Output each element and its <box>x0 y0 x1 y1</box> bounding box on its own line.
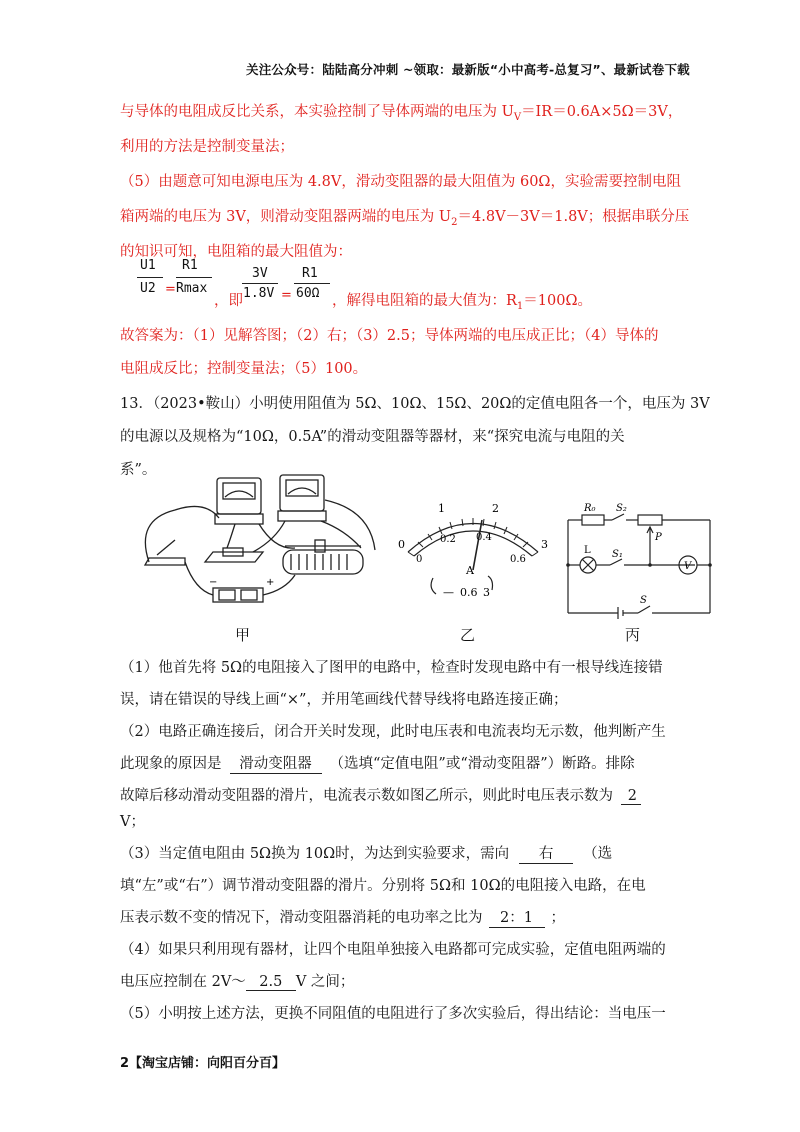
meter-dial <box>388 490 558 610</box>
part-3-line-1: （3）当定值电阻由 5Ω换为 10Ω时，为达到实验要求，需向 右 （选 <box>120 842 612 864</box>
part-2-line-2: 此现象的原因是 滑动变阻器 （选填“定值电阻”或“滑动变阻器”）断路。排除 <box>120 752 635 774</box>
part-1-line-1: （1）他首先将 5Ω的电阻接入了图甲的电路中，检查时发现电路中有一根导线连接错 <box>120 660 663 676</box>
frac1-denominator: U2 <box>140 281 156 296</box>
dial-label-3: 3 <box>541 538 548 551</box>
svg-text:−: − <box>209 577 218 588</box>
terminal-a-label: A <box>466 564 474 577</box>
dial-label-2: 2 <box>492 502 499 515</box>
part-2-line-3: 故障后移动滑动变阻器的滑片，电流表示数如图乙所示，则此时电压表示数为 2 <box>120 784 641 805</box>
label-s2: S₂ <box>616 503 627 514</box>
terminal-3: 3 <box>483 586 490 599</box>
fraction-bar <box>176 277 212 278</box>
svg-text:+: + <box>266 577 275 588</box>
answer-blank-4: 2.5 <box>246 974 296 991</box>
part-3-line-2: 填“左”或“右”）调节滑动变阻器的滑片。分别将 5Ω和 10Ω的电阻接入电路，在电 <box>120 878 646 894</box>
dial-label-0.4: 0.4 <box>476 532 492 543</box>
dial-label-0.2: 0.2 <box>440 534 456 545</box>
fraction-bar <box>294 283 330 284</box>
answer-blank-2b: 2 <box>621 788 641 805</box>
page-header: 关注公众号：陆陆高分冲刺 ~领取：最新版“小中高考-总复习”、最新试卷下载 <box>246 62 690 77</box>
label-l: L <box>584 545 591 556</box>
frac1-numerator: U1 <box>140 258 156 273</box>
part-1-line-2: 误，请在错误的导线上画“×”，并用笔画线代替导线将电路连接正确； <box>120 692 568 708</box>
part-2-line-4: V； <box>120 814 145 830</box>
label-v: V <box>684 561 692 572</box>
frac3-numerator: 3V <box>252 266 268 281</box>
frac4-numerator: R1 <box>302 266 318 281</box>
frac-mid-text: ，即 <box>214 293 243 309</box>
dial-label-0: 0 <box>398 538 405 551</box>
dial-label-0.6: 0.6 <box>510 554 526 565</box>
equals-sign: = <box>165 282 176 297</box>
answer-line-7: 故答案为：（1）见解答图；（2）右；（3）2.5；导体两端的电压成正比；（4）导体的 <box>120 328 659 344</box>
circuit-diagram <box>560 495 720 620</box>
page-footer: 2【淘宝店铺：向阳百分百】 <box>120 1056 286 1071</box>
part-5-line-1: （5）小明按上述方法，更换不同阻值的电阻进行了多次实验后，得出结论：当电压一 <box>120 1006 666 1022</box>
answer-line-3: （5）由题意可知电源电压为 4.8V，滑动变阻器的最大阻值为 60Ω，实验需要控制电阻 <box>120 174 681 190</box>
caption-jia: 甲 <box>235 626 251 644</box>
answer-line-1: 与导体的电阻成反比关系，本实验控制了导体两端的电压为 $U_V=IR=0.6A\times 5\Omega=3V$， <box>120 104 683 123</box>
fraction-bar <box>242 283 278 284</box>
answer-blank-2a: 滑动变阻器 <box>230 752 322 774</box>
question-line-2: 的电源以及规格为“10Ω，0.5A”的滑动变阻器等器材，来“探究电流与电阻的关 <box>120 429 625 445</box>
dial-label-0-lower: 0 <box>416 554 423 565</box>
caption-yi: 乙 <box>460 626 476 644</box>
frac2-numerator: R1 <box>182 258 198 273</box>
frac4-denominator: 60Ω <box>296 286 320 301</box>
answer-line-4: 箱两端的电压为 3V，则滑动变阻器两端的电压为 $U_2=4.8V-3V=1.8V$；根据串联分压 <box>120 209 690 228</box>
caption-bing: 丙 <box>625 626 641 644</box>
label-s: S <box>640 595 647 606</box>
part-4-line-1: （4）如果只利用现有器材，让四个电阻单独接入电路都可完成实验，定值电阻两端的 <box>120 942 666 958</box>
label-s1: S₁ <box>612 549 623 560</box>
equals-sign: = <box>281 288 292 303</box>
frac2-denominator: Rmax <box>176 281 208 296</box>
label-p: P <box>655 532 662 543</box>
terminal-minus: — <box>443 586 454 599</box>
dial-label-1: 1 <box>438 502 445 515</box>
part-3-line-3: 压表示数不变的情况下，滑动变阻器消耗的电功率之比为 2：1 ； <box>120 906 565 928</box>
answer-blank-3a: 右 <box>519 842 573 864</box>
answer-line-8: 电阻成反比；控制变量法；（5）100。 <box>120 361 368 377</box>
apparatus-drawing <box>135 470 385 615</box>
frac3-denominator: 1.8V <box>243 286 275 301</box>
answer-line-2: 利用的方法是控制变量法； <box>120 139 294 155</box>
question-line-3: 系”。 <box>120 462 157 478</box>
frac-tail-text: ，解得电阻箱的最大值为：$R_1=100\Omega$。 <box>332 293 592 312</box>
terminal-0.6: 0.6 <box>460 586 478 599</box>
answer-line-5: 的知识可知，电阻箱的最大阻值为： <box>120 244 352 260</box>
part-4-line-2: 电压应控制在 2V～ 2.5 V 之间； <box>120 974 355 990</box>
label-r0: R₀ <box>584 503 596 514</box>
part-2-line-1: （2）电路正确连接后，闭合开关时发现，此时电压表和电流表均无示数，他判断产生 <box>120 724 666 740</box>
question-line-1: 13．（2023•鞍山）小明使用阻值为 5Ω、10Ω、15Ω、20Ω的定值电阻各一个，电压为 3V <box>120 396 710 412</box>
fraction-bar <box>137 277 163 278</box>
answer-blank-3b: 2：1 <box>489 906 545 928</box>
